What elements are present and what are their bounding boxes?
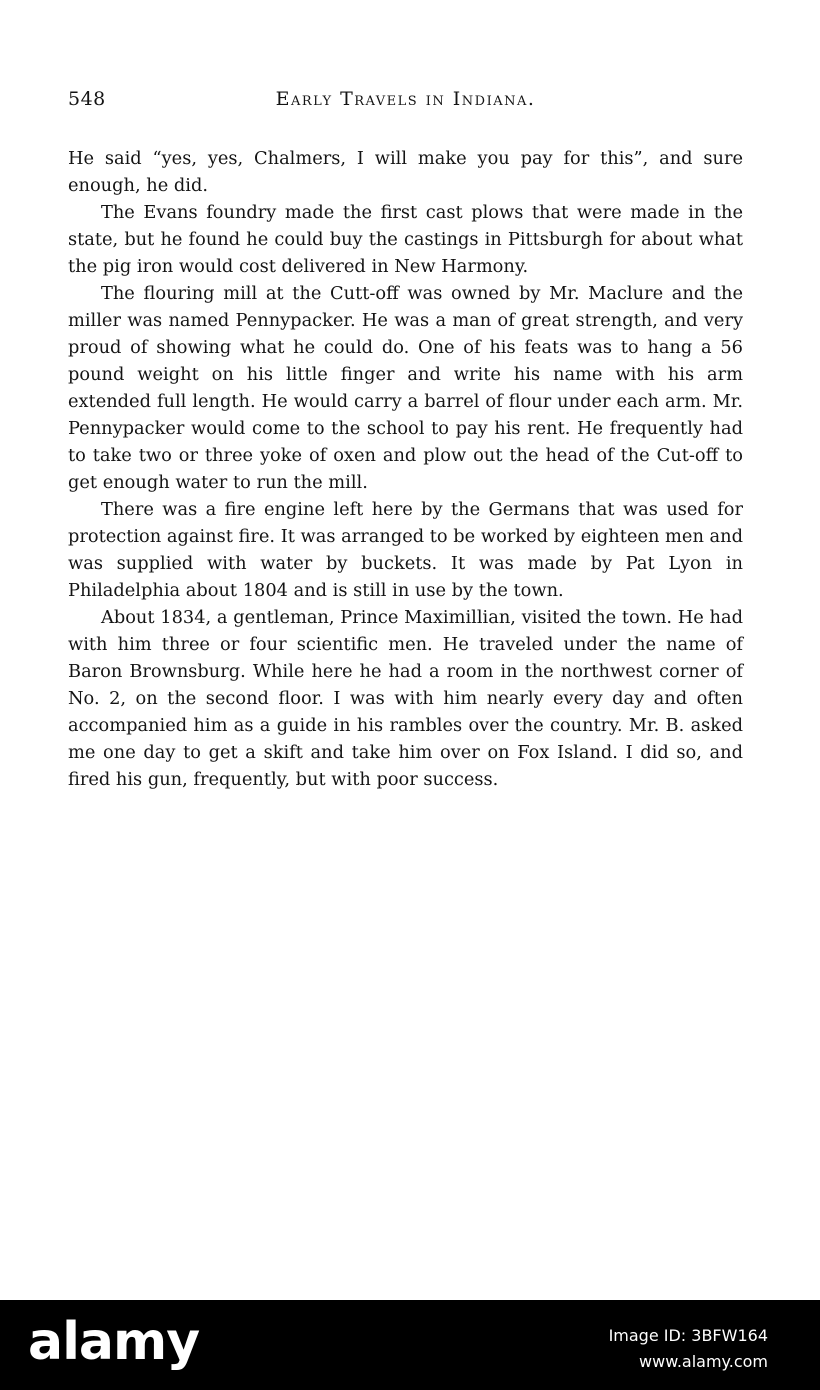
image-id: Image ID: 3BFW164 — [608, 1326, 768, 1345]
paragraph: About 1834, a gentleman, Prince Maximillian, visited the town. He had with him three or four scientific men. He traveled under the name of Baron Brownsburg. While here he had a room in the northwest corner of No. 2, on the second floor. I was with him nearly every day and often accompanied him as a guide in his rambles over the country. Mr. B. asked me one day to get a skift and take him over on Fox Island. I did so, and fired his gun, frequently, but with poor success. — [68, 607, 743, 790]
stock-watermark-banner — [0, 1300, 820, 1390]
page-number: 548 — [68, 88, 106, 110]
site-url: www.alamy.com — [639, 1352, 768, 1371]
running-head — [68, 88, 743, 118]
alamy-logo: alamy — [28, 1312, 200, 1372]
paragraph: There was a fire engine left here by the Germans that was used for protection against fire. It was arranged to be worked by eighteen men and was supplied with water by buckets. It was made by Pat Lyon in Philadelphia about 1804 and is still in use by the town. — [68, 499, 743, 601]
body-text — [68, 145, 743, 793]
paragraph: The Evans foundry made the first cast plows that were made in the state, but he found he could buy the castings in Pittsburgh for about what the pig iron would cost delivered in New Harmony. — [68, 202, 743, 277]
running-title: Early Travels in Indiana. — [275, 88, 536, 110]
paragraph: The flouring mill at the Cutt-off was owned by Mr. Maclure and the miller was named Pennypacker. He was a man of great strength, and very proud of showing what he could do. One of his feats was to hang a 56 pound weight on his little finger and write his name with his arm extended full length. He would carry a barrel of flour under each arm. Mr. Pennypacker would come to the school to pay his rent. He frequently had to take two or three yoke of oxen and plow out the head of the Cut-off to get enough water to run the mill. — [68, 283, 743, 493]
paragraph: He said “yes, yes, Chalmers, I will make you pay for this”, and sure enough, he did. — [68, 148, 743, 196]
